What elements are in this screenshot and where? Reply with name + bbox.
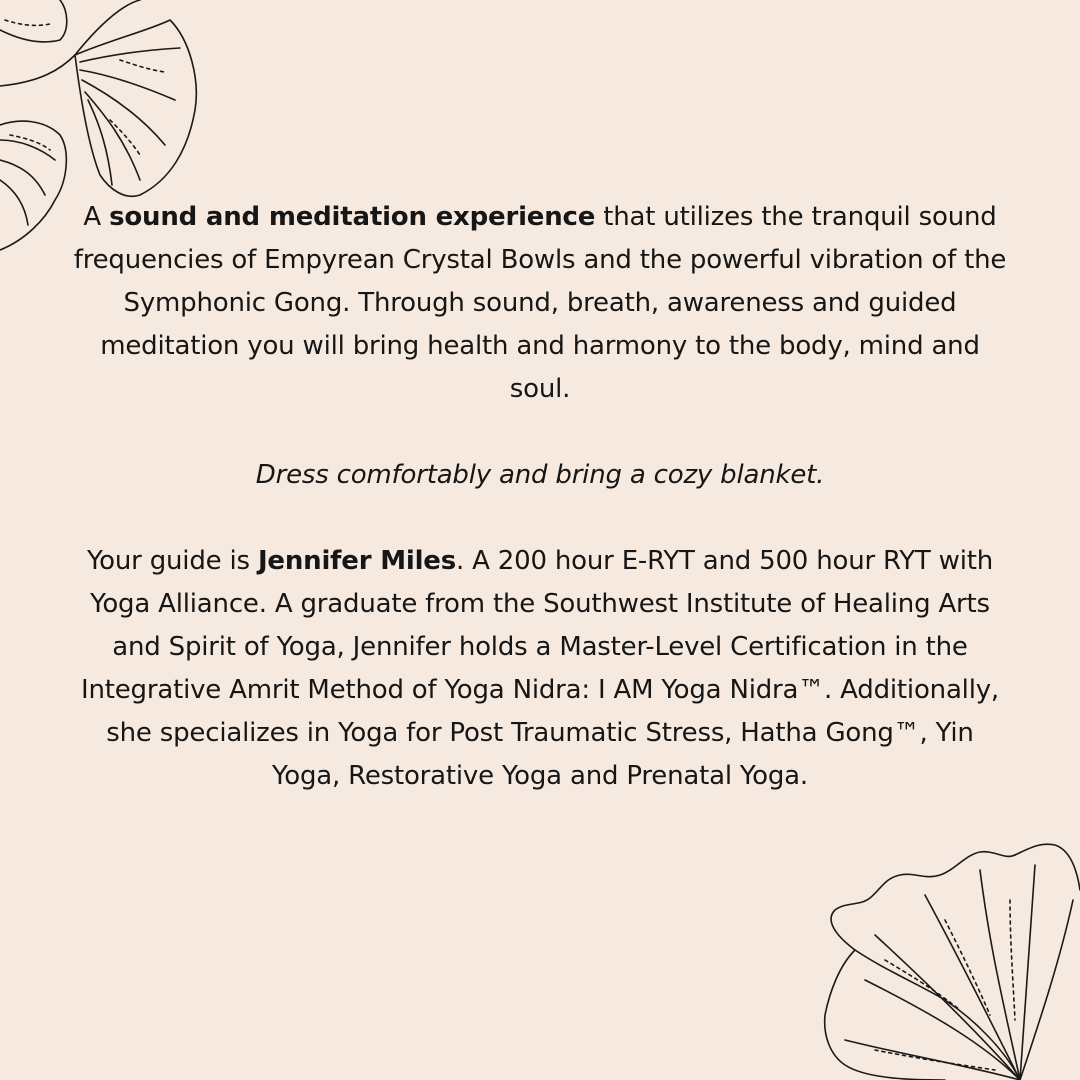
intro-paragraph [70, 196, 1010, 411]
guide-name: Jennifer Miles [257, 546, 457, 576]
dress-note: Dress comfortably and bring a cozy blanket. [255, 460, 825, 490]
guide-prefix: Your guide is [86, 546, 258, 576]
paragraph-spacer [70, 411, 1010, 454]
intro-prefix: A [83, 202, 110, 232]
intro-emphasis: sound and meditation experience [109, 202, 596, 232]
description-block [70, 196, 1010, 798]
intro-text: that utilizes the tranquil sound frequencies of Empyrean Crystal Bowls and the powerful vibration of the Symphonic Gong. Through sound, breath, awareness and guided meditation you will bring health and harmony to the body, mind and soul. [73, 202, 1007, 404]
paragraph-spacer [70, 497, 1010, 540]
guide-bio: . A 200 hour E-RYT and 500 hour RYT with Yoga Alliance. A graduate from the Southwest Institute of Healing Arts and Spirit of Yoga, Jennifer holds a Master-Level Certification in the Integrative Amrit Method of Yoga Nidra: I AM Yoga Nidra™. Additionally, she specializes in Yoga for Post Traumatic Stress, Hatha Gong™, Yin Yoga, Restorative Yoga and Prenatal Yoga. [81, 546, 999, 791]
guide-paragraph [70, 540, 1010, 798]
ginkgo-leaf-icon [815, 840, 1080, 1080]
